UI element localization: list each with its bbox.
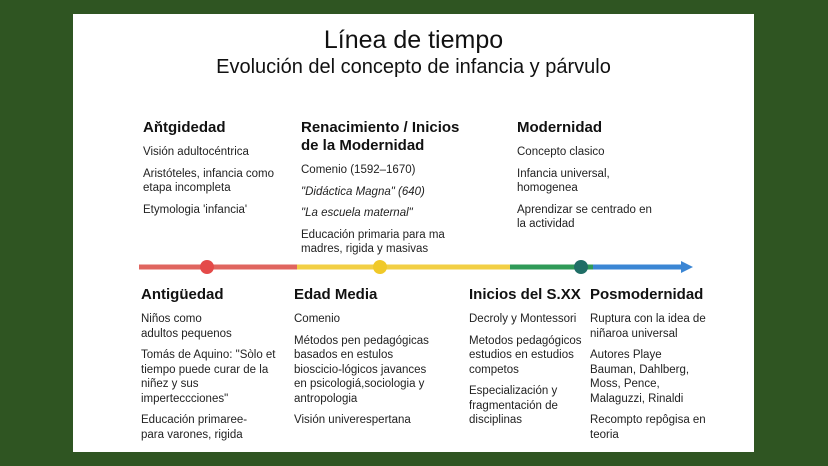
period-item: Comenio (1592–1670) — [301, 164, 416, 176]
period-item: Aristóteles, infancia como etapa incompleta — [143, 167, 275, 194]
period-heading: Edad Media — [294, 286, 378, 303]
timeline-marker-yellow — [373, 260, 387, 274]
period-item: Aprendizar se centrado en la actividad — [517, 203, 652, 230]
period-item: Concepto clasico — [517, 146, 605, 158]
slide — [73, 14, 754, 452]
page-title: Línea de tiempo — [323, 26, 504, 54]
period-antiguedad — [141, 286, 281, 449]
period-heading: Aňtgidedad — [143, 119, 226, 136]
period-item: Tomás de Aquino: "Sòlo et tiempo puede curar de la niñez y sus imperteccciones" — [141, 349, 276, 405]
period-posmodernidad — [590, 286, 708, 449]
period-edad-media — [294, 286, 446, 435]
timeline-marker-red — [200, 260, 214, 274]
period-heading: Antigüedad — [141, 286, 224, 303]
period-heading: Renacimiento / Inicios de la Modernidad — [301, 119, 460, 154]
period-item: Métodos pen pedagógicas basados en estulos bioscicio-lógicos javances en psicologiá,sociologia y antropologia — [294, 334, 429, 405]
period-item: "La escuela maternal" — [301, 207, 413, 219]
period-item: Autores Playe Bauman, Dahlberg, Moss, Pence, Malaguzzi, Rinaldi — [590, 349, 690, 405]
period-item: Ruptura con la idea de niñaroa universal — [590, 313, 706, 340]
period-item: Especialización y fragmentación de disciplinas — [469, 385, 558, 426]
period-inicios-sxx — [469, 286, 587, 435]
page-subtitle: Evolución del concepto de infancia y párvulo — [216, 56, 611, 78]
period-item: Educación primaria para ma madres, rigida y masivas — [301, 228, 445, 255]
period-item: Visión adultocéntrica — [143, 146, 249, 158]
period-item: Visión univerespertana — [294, 414, 411, 426]
period-item: Infancia universal, homogenea — [517, 167, 610, 194]
timeline-marker-teal — [574, 260, 588, 274]
period-item: Decroly y Montessori — [469, 313, 577, 325]
period-item: Niños como adultos pequenos — [141, 313, 232, 340]
period-item: Comenio — [294, 313, 341, 325]
period-item: "Didáctica Magna" (640) — [301, 185, 425, 198]
period-item: Recompto repôgisa en teoria — [590, 414, 706, 441]
period-item: Etymologia 'infancia' — [143, 203, 248, 216]
timeline-arrowhead — [681, 261, 693, 273]
period-item: Educación primaree- para varones, rigida — [141, 414, 248, 441]
period-heading: Modernidad — [517, 119, 602, 136]
period-item: Metodos pedagógicos estudios en estudios competos — [469, 334, 582, 376]
period-heading: Inicios del S.XX — [469, 286, 581, 303]
period-heading: Posmodernidad — [590, 286, 704, 303]
